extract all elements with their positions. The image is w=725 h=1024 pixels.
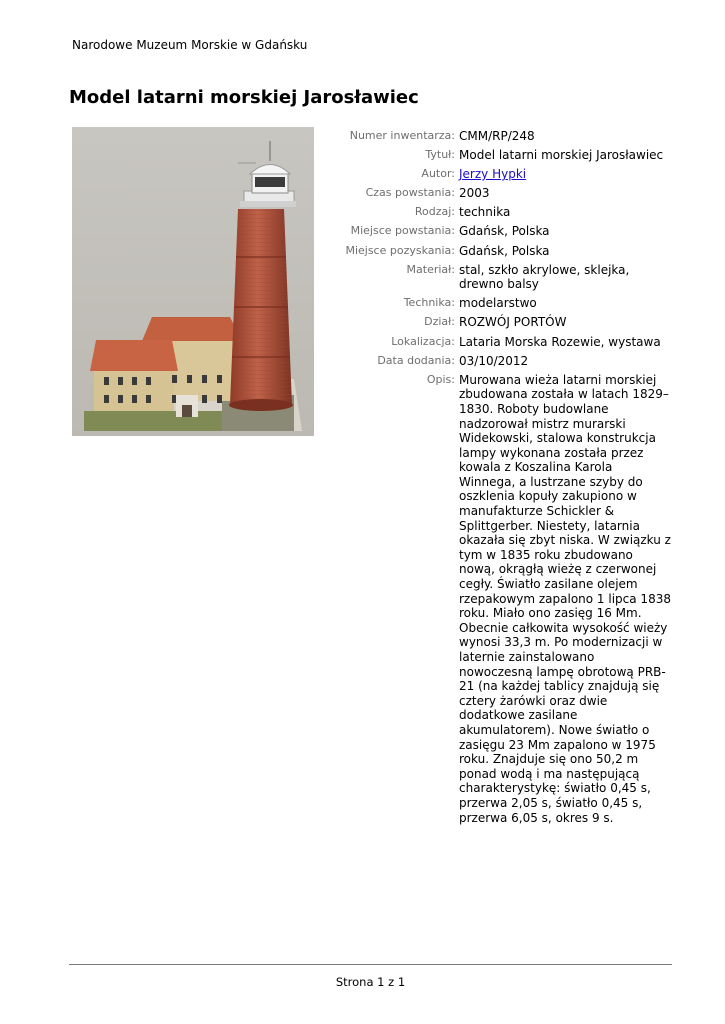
field-value: Gdańsk, Polska: [459, 224, 550, 239]
field-date-added: [340, 354, 675, 369]
field-label: Tytuł:: [425, 148, 455, 162]
field-value: Lataria Morska Rozewie, wystawa: [459, 334, 661, 349]
lighthouse-model-photo: [72, 127, 314, 436]
field-label: Technika:: [403, 296, 455, 310]
field-value: 2003: [459, 186, 490, 201]
field-technique: [340, 296, 675, 311]
field-label: Miejsce pozyskania:: [345, 243, 455, 257]
field-label: Data dodania:: [377, 353, 455, 367]
field-value: stal, szkło akrylowe, sklejka, drewno balsy: [459, 262, 630, 292]
page-number: Strona 1 z 1: [335, 975, 406, 989]
description-text: Murowana wieża latarni morskiej zbudowana została w latach 1829–1830. Roboty budowlane nadzorował mistrz murarski Widekowski, stalowa konstrukcja lampy wykonana została przez kowala z Koszalina Karola Winnega, a lustrzane szyby do oszklenia kopuły zakupiono w manufakturze Schickler & Splittgerber. Niestety, latarnia okazała się zbyt niska. W związku z tym w 1835 roku zbudowano nową, okrągłą wieżę z czerwonej cegły. Światło zasilane olejem rzepakowym zapalono 1 lipca 1838 roku. Miało ono zasięg 16 Mm. Obecnie całkowita wysokość wieży wynosi 33,3 m. Po modernizacji w laternie zainstalowano nowoczesną lampę obrotową PRB-21 (na każdej tablicy znajdują się cztery żarówki oraz dwie dodatkowe zasilane akumulatorem). Nowe światło o zasięgu 23 Mm zapalono w 1975 roku. Znajduje się ono 50,2 m ponad wodą i ma następującą charakterystykę: światło 0,45 s, przerwa 2,05 s, światło 0,45 s, przerwa 6,05 s, okres 9 s.: [459, 372, 671, 825]
field-description: [340, 373, 675, 825]
field-label: Materiał:: [406, 262, 455, 276]
field-value: Model latarni morskiej Jarosławiec: [459, 148, 664, 163]
metadata-table: [340, 129, 675, 830]
field-department: [340, 315, 675, 330]
field-place-of-creation: [340, 224, 675, 239]
field-value: CMM/RP/248: [459, 129, 535, 143]
field-author: [340, 167, 675, 182]
field-value: ROZWÓJ PORTÓW: [459, 315, 567, 330]
page-title: Model latarni morskiej Jarosławiec: [69, 87, 419, 108]
field-value: technika: [459, 205, 511, 220]
museum-name: Narodowe Muzeum Morskie w Gdańsku: [72, 38, 308, 52]
field-label: Rodzaj:: [414, 205, 455, 219]
field-type: [340, 205, 675, 220]
field-label: Lokalizacja:: [391, 334, 455, 348]
field-material: [340, 263, 675, 292]
field-label: Dział:: [424, 315, 455, 329]
field-label: Numer inwentarza:: [349, 129, 455, 142]
author-link[interactable]: Jerzy Hypki: [459, 167, 527, 182]
field-label: Miejsce powstania:: [350, 224, 455, 238]
field-creation-time: [340, 186, 675, 201]
field-label: Opis:: [426, 372, 455, 386]
field-label: Czas powstania:: [365, 186, 455, 200]
field-place-of-acquisition: [340, 244, 675, 259]
field-title: [340, 148, 675, 163]
field-value: modelarstwo: [459, 296, 537, 311]
field-value: Gdańsk, Polska: [459, 243, 550, 258]
footer-divider: [69, 964, 672, 965]
field-value: 03/10/2012: [459, 353, 529, 368]
field-label: Autor:: [421, 167, 455, 181]
field-location: [340, 335, 675, 350]
field-inventory-number: [340, 129, 675, 144]
